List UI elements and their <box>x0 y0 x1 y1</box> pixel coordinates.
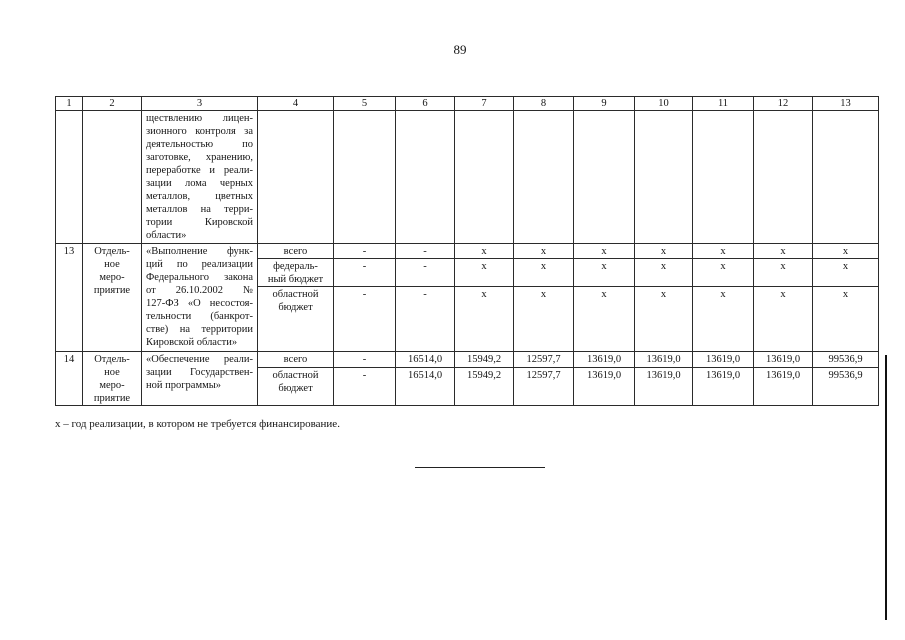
activity-name-line: ществлению лицен- <box>146 113 253 124</box>
value-cell: х <box>514 287 574 352</box>
activity-type-line: приятие <box>93 285 131 296</box>
funding-source-line: всего <box>283 246 308 257</box>
activity-name-line: зации лома черных <box>146 178 253 189</box>
row-number: 13 <box>63 246 75 257</box>
column-header: 10 <box>635 97 693 111</box>
value-cell: 13619,0 <box>635 352 693 368</box>
table-cell <box>693 111 754 244</box>
value-cell: х <box>635 244 693 259</box>
table-cell <box>396 111 455 244</box>
activity-name-line: от 26.10.2002 № <box>146 285 253 296</box>
activity-name-line: тельности (банкрот- <box>146 311 253 322</box>
value-cell: 13619,0 <box>693 352 754 368</box>
value-cell: 15949,2 <box>455 368 514 406</box>
activity-name-cell <box>142 352 258 406</box>
scan-edge-line <box>885 355 887 620</box>
funding-source-cell <box>258 287 334 352</box>
activity-name-line: ной программы» <box>146 380 222 391</box>
value-cell: х <box>813 287 879 352</box>
activity-type-cell <box>83 352 142 406</box>
activity-name-cell <box>142 244 258 352</box>
funding-source-cell <box>258 259 334 287</box>
page-number: 89 <box>453 42 467 57</box>
column-header: 5 <box>334 97 396 111</box>
column-header: 9 <box>574 97 635 111</box>
activity-name-line: «Обеспечение реали- <box>146 354 253 365</box>
table-cell <box>514 111 574 244</box>
activity-name-line: зионного контроля за <box>146 126 253 137</box>
value-cell: - <box>396 244 455 259</box>
column-header: 11 <box>693 97 754 111</box>
value-cell: х <box>635 259 693 287</box>
value-cell: х <box>455 259 514 287</box>
table-cell <box>334 111 396 244</box>
row-number: 14 <box>63 354 75 365</box>
value-cell: 99536,9 <box>813 352 879 368</box>
value-cell: - <box>334 368 396 406</box>
activity-name-line: переработке и реали- <box>146 165 253 176</box>
table-cell <box>754 111 813 244</box>
table-cell <box>813 111 879 244</box>
row-number-cell <box>56 352 83 406</box>
value-cell: - <box>334 352 396 368</box>
table-cell <box>635 111 693 244</box>
column-header: 12 <box>754 97 813 111</box>
activity-name-line: стве) на территории <box>146 324 253 335</box>
activity-name-line: зации Государствен- <box>146 367 253 378</box>
value-cell: - <box>334 287 396 352</box>
value-cell: 12597,7 <box>514 368 574 406</box>
table-row-continuation <box>56 111 879 244</box>
activity-type-line: меро- <box>99 272 125 283</box>
funding-source-line: областной <box>272 289 319 300</box>
value-cell: - <box>334 259 396 287</box>
table-cell <box>455 111 514 244</box>
column-header: 6 <box>396 97 455 111</box>
value-cell: - <box>396 287 455 352</box>
activity-name-line: металлов на терри- <box>146 204 253 215</box>
value-cell: х <box>693 287 754 352</box>
activity-name-line: «Выполнение функ- <box>146 246 253 257</box>
funding-source-line: федераль- <box>273 261 318 272</box>
column-header: 8 <box>514 97 574 111</box>
footnote: х – год реализации, в котором не требуется финансирование. <box>55 418 340 430</box>
value-cell: - <box>396 259 455 287</box>
table-cell <box>83 111 142 244</box>
activity-type-line: ное <box>104 367 120 378</box>
funding-source-cell <box>258 368 334 406</box>
value-cell: 16514,0 <box>396 352 455 368</box>
value-cell: х <box>574 244 635 259</box>
value-cell: х <box>635 287 693 352</box>
activity-name-line: деятельностью по <box>146 139 253 150</box>
value-cell: х <box>574 259 635 287</box>
value-cell: х <box>514 244 574 259</box>
value-cell: х <box>455 287 514 352</box>
value-cell: х <box>813 244 879 259</box>
activity-type-line: ное <box>104 259 120 270</box>
activity-name-line: области» <box>146 230 187 241</box>
activity-name-line: металлов, цветных <box>146 191 253 202</box>
funding-source-line: ный бюджет <box>267 274 324 285</box>
value-cell: 13619,0 <box>574 352 635 368</box>
column-header: 13 <box>813 97 879 111</box>
activity-type-line: меро- <box>99 380 125 391</box>
column-header: 1 <box>56 97 83 111</box>
header-row <box>56 97 879 111</box>
funding-source-cell <box>258 352 334 368</box>
column-header: 7 <box>455 97 514 111</box>
activity-name-line: Федерального закона <box>146 272 253 283</box>
table-cell <box>56 111 83 244</box>
value-cell: 13619,0 <box>693 368 754 406</box>
value-cell: х <box>754 287 813 352</box>
value-cell: 13619,0 <box>635 368 693 406</box>
table-cell <box>258 111 334 244</box>
value-cell: 16514,0 <box>396 368 455 406</box>
value-cell: х <box>813 259 879 287</box>
table-row <box>56 244 879 259</box>
column-header: 2 <box>83 97 142 111</box>
funding-source-line: областной <box>272 370 319 381</box>
activity-type-line: приятие <box>93 393 131 404</box>
activity-name-line: ций по реализации <box>146 259 253 270</box>
value-cell: х <box>693 259 754 287</box>
value-cell: 12597,7 <box>514 352 574 368</box>
funding-source-line: бюджет <box>278 302 313 313</box>
value-cell: - <box>334 244 396 259</box>
budget-table <box>55 96 879 406</box>
value-cell: 15949,2 <box>455 352 514 368</box>
activity-name-cell <box>142 111 258 244</box>
value-cell: х <box>574 287 635 352</box>
table-row <box>56 352 879 368</box>
column-header: 4 <box>258 97 334 111</box>
value-cell: х <box>754 244 813 259</box>
activity-name-line: заготовке, хранению, <box>146 152 253 163</box>
value-cell: х <box>514 259 574 287</box>
activity-type-cell <box>83 244 142 352</box>
value-cell: 99536,9 <box>813 368 879 406</box>
value-cell: х <box>754 259 813 287</box>
separator-line <box>415 467 545 468</box>
table-cell <box>574 111 635 244</box>
funding-source-cell <box>258 244 334 259</box>
activity-name-line: тории Кировской <box>146 217 253 228</box>
value-cell: 13619,0 <box>754 368 813 406</box>
row-number-cell <box>56 244 83 352</box>
value-cell: х <box>455 244 514 259</box>
activity-name-line: Кировской области» <box>146 337 238 348</box>
value-cell: 13619,0 <box>754 352 813 368</box>
funding-source-line: бюджет <box>278 383 313 394</box>
column-header: 3 <box>142 97 258 111</box>
activity-type-line: Отдель- <box>94 246 130 257</box>
funding-source-line: всего <box>283 354 308 365</box>
activity-name-line: 127-ФЗ «О несостоя- <box>146 298 253 309</box>
value-cell: 13619,0 <box>574 368 635 406</box>
activity-type-line: Отдель- <box>94 354 130 365</box>
value-cell: х <box>693 244 754 259</box>
